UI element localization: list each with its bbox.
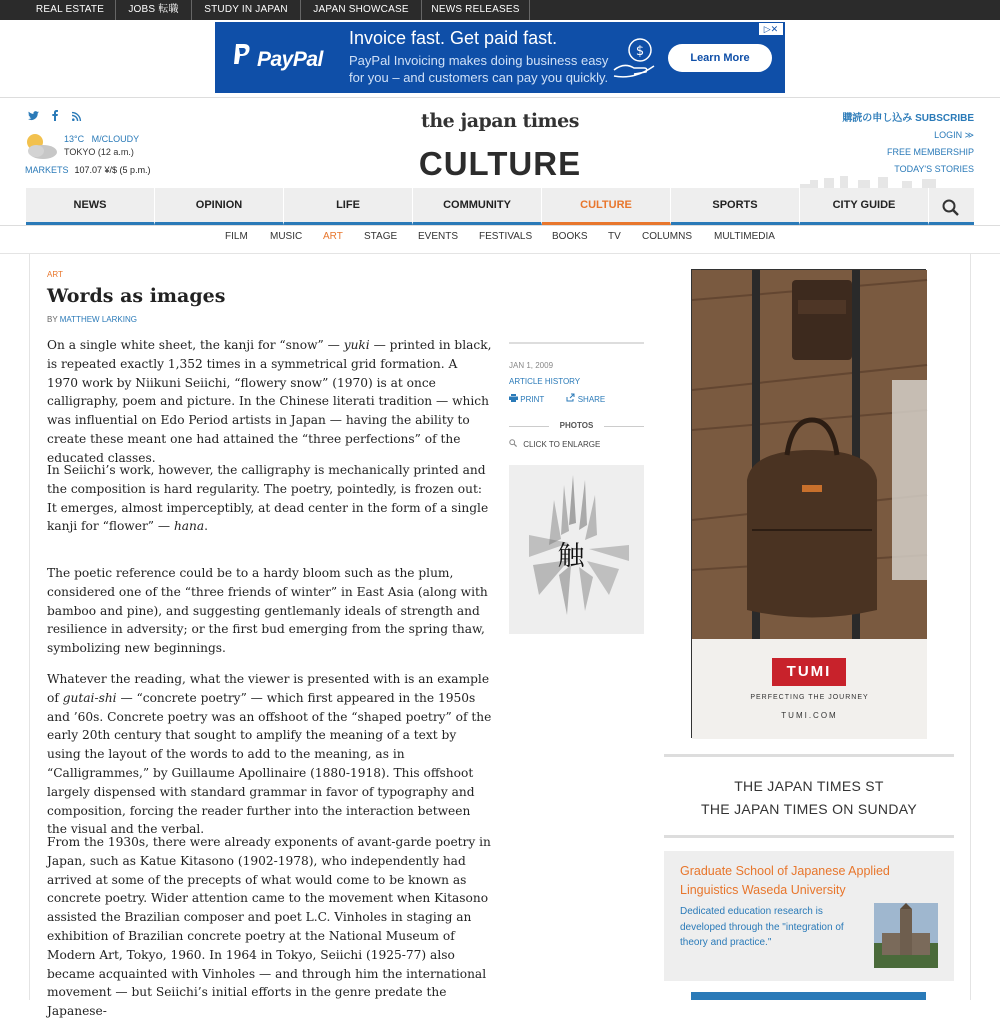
tumi-url[interactable]: TUMI.COM [781,711,838,720]
article-paragraph: In Seiichi’s work, however, the calligraphy is mechanically printed and the composition is hard regularity. The poetry, pointedly, is frozen out: It emerges, almost imperceptibly, at dead center in the form of a single kanji for “flower” — hana. [47,463,489,534]
todays-stories-link[interactable]: TODAY'S STORIES [894,164,974,174]
money-hand-icon [612,36,660,80]
article-paragraph: The poetic reference could be to a hardy bloom such as the plum, considered one of the “three friends of winter” in East Asia (along with bamboo and pine), and suggesting gentlemanly ideals of strength and resilience in adversity; or the first bud emerging from the spring thaw, symbolizing new beginnings. [47,566,488,656]
japan-times-on-sunday-link[interactable]: THE JAPAN TIMES ON SUNDAY [701,801,917,817]
top-nav-bar [0,0,1000,20]
paypal-ad[interactable] [215,22,785,93]
share-link[interactable]: SHARE [566,395,615,404]
skyline-decoration [800,174,976,188]
topnav-news-releases[interactable]: NEWS RELEASES [422,0,530,20]
nav-sports[interactable]: SPORTS [671,188,800,225]
share-icon [566,394,575,402]
section-title: CULTURE [418,145,582,182]
magnifier-icon [509,439,517,447]
markets-readout [25,165,151,175]
site-logo[interactable]: the japan times [421,110,579,132]
nav-community[interactable]: COMMUNITY [413,188,542,225]
tumi-tagline: PERFECTING THE JOURNEY [750,694,869,701]
topnav-jobs[interactable]: JOBS 転職 [116,0,192,20]
bottom-ad-strip[interactable] [691,992,926,1000]
article-photo[interactable] [509,465,644,634]
author-link[interactable]: MATTHEW LARKING [59,315,137,324]
photos-heading: PHOTOS [509,421,644,430]
article-category[interactable]: ART [47,270,63,279]
account-links [842,110,974,178]
photo-kanji: 触 [557,541,585,572]
byline [47,315,137,324]
weather-condition: M/CLOUDY [91,134,140,144]
topnav-japan-showcase[interactable]: JAPAN SHOWCASE [301,0,422,20]
subscribe-link[interactable]: 購読の申し込み SUBSCRIBE [842,113,974,124]
article-paragraph: On a single white sheet, the kanji for “snow” — yuki — printed in black, is repeated exactly 1,352 times in a symmetrical grid formation. A 1970 work by Niikuni Seiichi, “flowery snow” (1970) is at once calligraphy, poem and picture. In the Chinese literati tradition — which was influential on Edo Period artists in Japan — having the ability to create these meant one had attained the “three perfections” of the educated classes. [47,338,492,465]
learn-more-button[interactable]: Learn More [668,44,772,72]
ad-choices-icon[interactable]: ▷✕ [759,23,783,35]
print-icon [509,394,518,402]
nav-life[interactable]: LIFE [284,188,413,225]
subnav-tv[interactable]: TV [608,231,621,242]
nav-search[interactable] [929,188,974,225]
social-links [28,110,91,124]
meta-divider [509,342,644,344]
subnav-film[interactable]: FILM [225,231,248,242]
weather-temp: 13°C [64,134,85,144]
nav-culture[interactable]: CULTURE [542,188,671,225]
print-link[interactable]: PRINT [509,395,554,404]
twitter-icon[interactable] [28,110,42,124]
waseda-building-photo [874,903,938,968]
waseda-title[interactable]: Graduate School of Japanese Applied Linguistics Waseda University [680,864,890,897]
tumi-ad[interactable] [691,269,926,738]
header-divider [0,97,1000,98]
rss-icon[interactable] [72,110,81,124]
subnav-festivals[interactable]: FESTIVALS [479,231,533,242]
nav-divider [0,225,1000,226]
print-share-row [509,394,625,404]
weather-readout [64,134,139,144]
article-history-link[interactable]: ARTICLE HISTORY [509,377,581,386]
partly-cloudy-icon [21,131,61,161]
tumi-footer [692,639,927,739]
subnav-multimedia[interactable]: MULTIMEDIA [714,231,775,242]
topnav-study-in-japan[interactable]: STUDY IN JAPAN [192,0,301,20]
nav-opinion[interactable]: OPINION [155,188,284,225]
article-date: JAN 1, 2009 [509,361,554,370]
paypal-line-1: PayPal Invoicing makes doing business easy [349,53,609,68]
waseda-promo[interactable] [664,851,954,981]
paypal-line-2: for you – and customers can pay you quickly. [349,70,609,85]
concrete-poem-artwork [509,465,644,634]
tumi-bag-photo [692,270,927,640]
click-to-enlarge[interactable]: CLICK TO ENLARGE [509,439,600,449]
waseda-description: Dedicated education research is developed through the "integration of theory and practice." [680,906,844,948]
subnav-stage[interactable]: STAGE [364,231,398,242]
nav-city-guide[interactable]: CITY GUIDE [800,188,929,225]
byline-prefix: BY [47,315,58,324]
topnav-real-estate[interactable]: REAL ESTATE [25,0,116,20]
japan-times-st-links [664,754,954,838]
tumi-logo: TUMI [772,658,846,686]
login-link[interactable]: LOGIN ≫ [934,130,974,140]
main-nav [26,188,974,225]
subnav-books[interactable]: BOOKS [552,231,588,242]
paypal-headline: Invoice fast. Get paid fast. [349,28,558,48]
subnav-events[interactable]: EVENTS [418,231,459,242]
subnav-art[interactable]: ART [323,231,343,242]
article-title: Words as images [47,285,226,307]
facebook-icon[interactable] [52,110,61,124]
subnav-columns[interactable]: COLUMNS [642,231,693,242]
paypal-brand-text: PayPal [257,48,323,71]
nav-news[interactable]: NEWS [26,188,155,225]
article-paragraph: From the 1930s, there were already exponents of avant-garde poetry in Japan, such as Katue Kitasono (1902-1978), who independently had arrived at some of the precepts of what would come to be known as concrete poetry. Wider attention came to the movement when Kitasono assisted the Brazilian composer and poet L.C. Vinholes in staging an exhibition of Brazilian concrete poetry at the National Museum of Modern Art, Tokyo, 1960. In 1964 in Tokyo, Seiichi (1925-77) also became acquainted with Vinholes — and through him the international movement — but Seiichi’s initial efforts in the genre predate the Japanese- [47,835,491,1019]
sub-nav [0,231,1000,249]
paypal-p-icon [233,44,251,66]
free-membership-link[interactable]: FREE MEMBERSHIP [886,147,974,157]
article-paragraph: Whatever the reading, what the viewer is presented with is an example of gutai-shi — “concrete poetry” — which first appeared in the 1950s and ’60s. Concrete poetry was an offshoot of the “shaped poetry” of the early 20th century that sought to amplify the meaning of a text by using the layout of the words to add to the meaning, as in “Calligrammes,” by Guillaume Apollinaire (1880-1918). This offshoot largely dispensed with standard grammar in favor of typography and composition, forcing the reader further into the interaction between the visual and the verbal. [47,672,492,837]
subnav-music[interactable]: MUSIC [270,231,303,242]
markets-label[interactable]: MARKETS [25,165,69,175]
markets-value: 107.07 ¥/$ (5 p.m.) [74,165,151,175]
paypal-logo [233,44,323,72]
search-icon[interactable] [942,199,959,216]
svg-text:$: $ [635,44,645,59]
japan-times-st-link[interactable]: THE JAPAN TIMES ST [734,778,884,794]
weather-city: TOKYO (12 a.m.) [64,147,134,157]
